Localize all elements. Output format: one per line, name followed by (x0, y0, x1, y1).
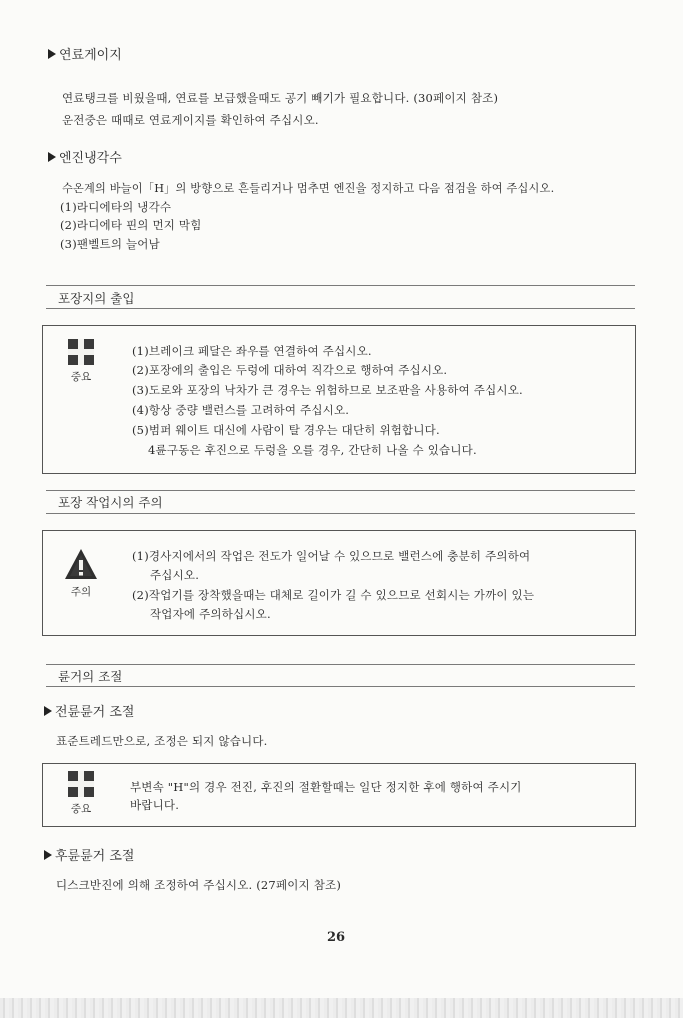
engine-coolant-item-1: (1)라디에타의 냉각수 (60, 200, 172, 214)
front-tread-text: 표준트레드만으로, 조정은 되지 않습니다. (56, 734, 268, 748)
scan-edge-artifact (0, 998, 683, 1018)
important-label: 중요 (70, 803, 92, 815)
field-access-item-5-note: 4륜구동은 후진으로 두렁을 오를 경우, 간단히 나올 수 있습니다. (148, 443, 477, 457)
field-work-item-2-cont: 작업자에 주의하십시오. (150, 607, 271, 621)
important-label: 중요 (70, 371, 92, 383)
tread-note-line-2: 바랍니다. (130, 798, 180, 812)
tread-title: 륜거의 조절 (58, 669, 123, 684)
section-rule-top (46, 664, 635, 665)
rear-tread-heading: 후륜륜거 조절 (44, 845, 134, 864)
field-work-title: 포장 작업시의 주의 (58, 495, 163, 510)
engine-coolant-line-1: 수온계의 바늘이「H」의 방향으로 흔들리거나 멈추면 엔진을 정지하고 다음 점검을 하여 주십시오. (62, 182, 555, 195)
field-access-item-4: (4)항상 중량 밸런스를 고려하여 주십시오. (132, 403, 350, 417)
triangle-bullet-icon (44, 850, 52, 860)
triangle-bullet-icon (48, 152, 56, 162)
engine-coolant-item-3: (3)팬벨트의 늘어남 (60, 237, 160, 251)
field-work-item-1-cont: 주십시오. (150, 568, 200, 582)
caution-label: 주의 (70, 586, 92, 598)
section-rule-bottom (46, 686, 635, 687)
fuel-gauge-heading: 연료게이지 (48, 44, 122, 63)
fuel-gauge-line-2: 운전중은 때때로 연료게이지를 확인하여 주십시오. (62, 113, 319, 127)
important-cross-icon (68, 771, 94, 797)
rear-tread-text: 디스크반진에 의해 조정하여 주십시오. (27페이지 참조) (56, 878, 342, 892)
warning-triangle-icon (64, 548, 98, 580)
section-rule-bottom (46, 308, 635, 309)
triangle-bullet-icon (48, 49, 56, 59)
field-access-title: 포장지의 출입 (58, 291, 135, 306)
field-access-item-5: (5)범퍼 웨이트 대신에 사람이 탈 경우는 대단히 위험합니다. (132, 423, 440, 437)
field-work-item-1: (1)경사지에서의 작업은 전도가 일어날 수 있으므로 밸런스에 충분히 주의하여 (132, 549, 531, 563)
triangle-bullet-icon (44, 706, 52, 716)
section-rule-top (46, 490, 635, 491)
fuel-gauge-line-1: 연료탱크를 비웠을때, 연료를 보급했을때도 공기 빼기가 필요합니다. (30페이지 참조) (62, 91, 499, 105)
front-tread-heading: 전륜륜거 조절 (44, 701, 134, 720)
section-rule-top (46, 285, 635, 286)
section-rule-bottom (46, 513, 635, 514)
engine-coolant-heading: 엔진냉각수 (48, 147, 122, 166)
page-number: 26 (327, 930, 346, 945)
engine-coolant-item-2: (2)라디에타 핀의 먼지 막힘 (60, 218, 202, 232)
field-access-item-3: (3)도로와 포장의 낙차가 큰 경우는 위험하므로 보조판을 사용하여 주십시오. (132, 383, 523, 397)
field-access-item-2: (2)포장에의 출입은 두렁에 대하여 직각으로 행하여 주십시오. (132, 363, 448, 377)
important-cross-icon (68, 339, 94, 365)
field-access-item-1: (1)브레이크 페달은 좌우를 연결하여 주십시오. (132, 344, 372, 358)
field-work-warning-box (42, 530, 636, 636)
field-work-item-2: (2)작업기를 장착했을때는 대체로 길이가 길 수 있으므로 선회시는 가까이 있는 (132, 588, 535, 602)
tread-note-line-1: 부변속 "H"의 경우 전진, 후진의 절환할때는 일단 정지한 후에 행하여 주시기 (130, 780, 522, 794)
tread-notice-box (42, 763, 636, 827)
